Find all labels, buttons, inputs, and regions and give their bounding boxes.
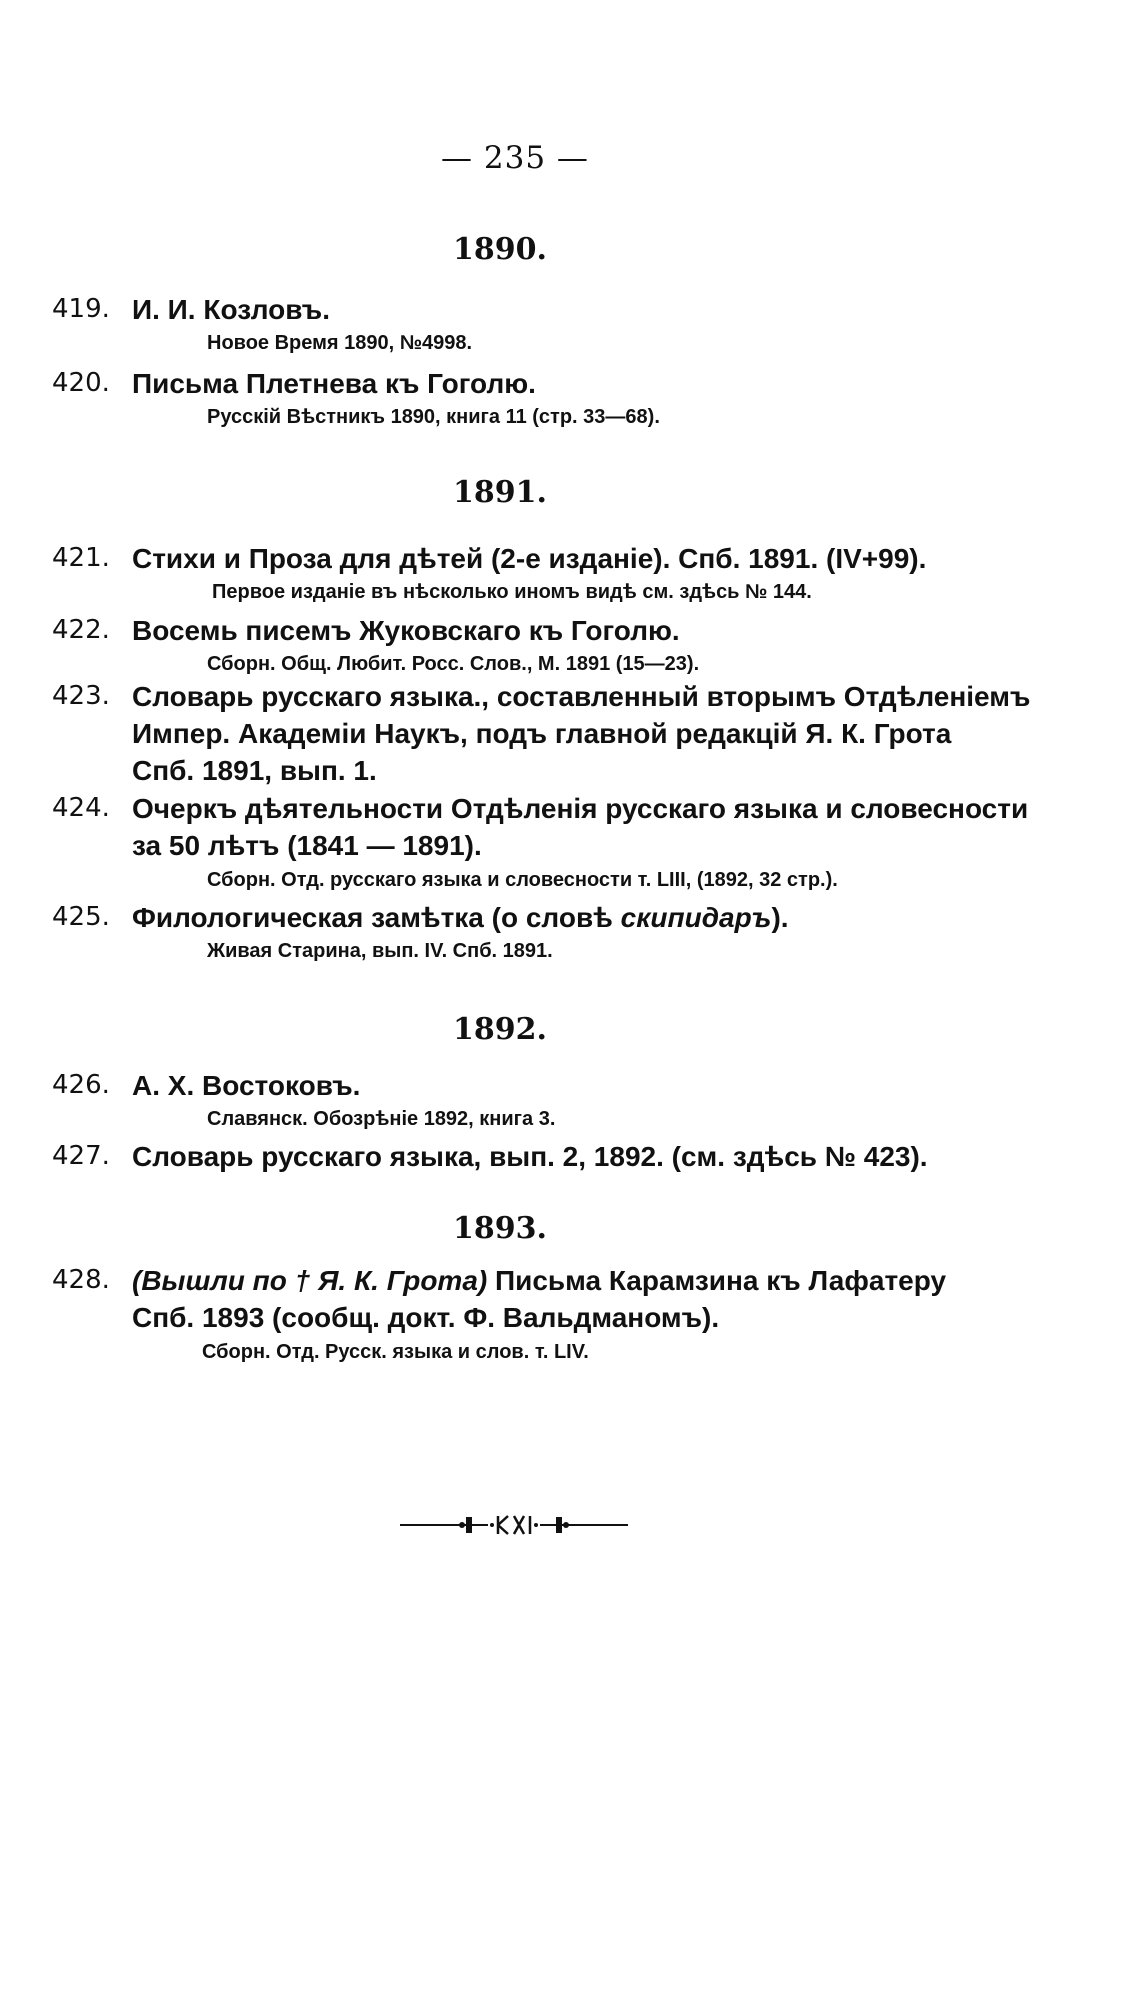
entry-source: Новое Время 1890, №4998.	[207, 332, 473, 354]
entry-title	[132, 1262, 1032, 1299]
entry-title-line: Словарь русскаго языка., составленный вторымъ Отдѣленіемъ	[132, 681, 1031, 712]
entry-title: Словарь русскаго языка, вып. 2, 1892. (см. здѣсь № 423).	[132, 1141, 928, 1172]
entry-title-text: Письма Карамзина къ Лафатеру	[487, 1265, 947, 1296]
entry-number: 424.	[52, 793, 110, 823]
entry-title: Стихи и Проза для дѣтей (2-е изданіе). Спб. 1891. (IV+99).	[132, 543, 927, 574]
entry-source: Живая Старина, вып. IV. Спб. 1891.	[207, 940, 553, 962]
entry-source: Сборн. Отд. Русск. языка и слов. т. LIV.	[202, 1341, 589, 1363]
entry-number: 421.	[52, 543, 110, 573]
year-heading-1890: 1890.	[453, 232, 547, 267]
entry-423	[52, 678, 1031, 798]
entry-number: 423.	[52, 681, 110, 711]
entry-title-italic: скипидаръ	[620, 902, 772, 933]
entry-title: И. И. Козловъ.	[132, 294, 330, 325]
entry-title-line: за 50 лѣтъ (1841 — 1891).	[132, 830, 482, 861]
entry-title	[132, 899, 1032, 936]
entry-title-line: Спб. 1893 (сообщ. докт. Ф. Вальдманомъ).	[132, 1302, 720, 1333]
year-heading-1891: 1891.	[453, 475, 547, 510]
page-number: — 235 —	[441, 140, 589, 176]
entry-source: Славянск. Обозрѣніе 1892, книга 3.	[207, 1108, 556, 1130]
entry-title-end: ).	[771, 902, 789, 933]
entry-number: 428.	[52, 1265, 110, 1295]
entry-title-line: Спб. 1891, вып. 1.	[132, 755, 377, 786]
entry-title: А. Х. Востоковъ.	[132, 1070, 361, 1101]
entry-number: 420.	[52, 368, 110, 398]
entry-source: Сборн. Общ. Любит. Росс. Слов., М. 1891 (15—23).	[207, 653, 700, 675]
entry-title: Восемь писемъ Жуковскаго къ Гоголю.	[132, 615, 680, 646]
year-heading-1892: 1892.	[453, 1012, 547, 1047]
entry-source: Сборн. Отд. русскаго языка и словесности т. LIII, (1892, 32 стр.).	[207, 869, 838, 891]
entry-source: Русскій Вѣстникъ 1890, книга 11 (стр. 33—68).	[207, 406, 660, 428]
entry-source: Первое изданіе въ нѣсколько иномъ видѣ см. здѣсь № 144.	[212, 581, 812, 603]
entry-title-line: Импер. Академіи Наукъ, подъ главной редакцій Я. К. Грота	[132, 718, 952, 749]
entry-number: 426.	[52, 1070, 110, 1100]
year-heading-1893: 1893.	[453, 1211, 547, 1246]
entry-number: 422.	[52, 615, 110, 645]
entry-title-italic: (Вышли по † Я. К. Грота)	[132, 1265, 488, 1296]
entry-number: 419.	[52, 294, 110, 324]
entry-title: Письма Плетнева къ Гоголю.	[132, 368, 536, 399]
entry-title-text: Филологическая замѣтка (о словѣ	[132, 902, 621, 933]
entry-number: 425.	[52, 902, 110, 932]
ornament-divider-icon	[400, 1510, 628, 1540]
entry-428	[52, 1262, 982, 1372]
entry-number: 427.	[52, 1141, 110, 1171]
entry-title-line: Очеркъ дѣятельности Отдѣленія русскаго языка и словесности	[132, 793, 1029, 824]
entry-424	[52, 790, 1029, 900]
